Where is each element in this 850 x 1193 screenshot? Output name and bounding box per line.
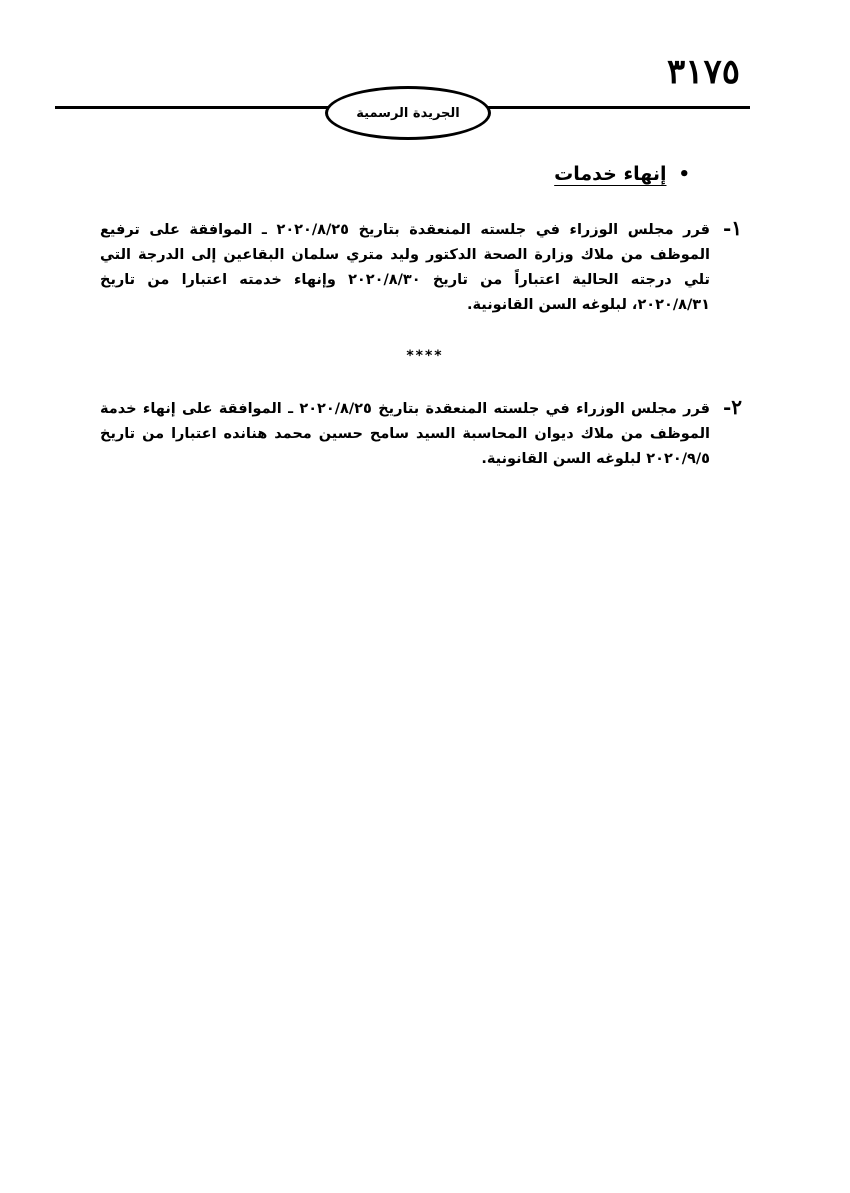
- page-number: ٣١٧٥: [666, 52, 740, 92]
- gazette-name: الجريدة الرسمية: [356, 105, 460, 121]
- section-heading: [554, 163, 690, 185]
- decision-item-2: [100, 395, 742, 472]
- section-title: إنهاء خدمات: [554, 163, 667, 185]
- decision-item-1: [100, 216, 742, 318]
- bullet-icon: •: [678, 163, 690, 185]
- item-number: ١-: [722, 216, 742, 240]
- item-number: ٢-: [722, 395, 742, 419]
- item-text: قرر مجلس الوزراء في جلسته المنعقدة بتاريخ ٢٠٢٠/٨/٢٥ ـ الموافقة على إنهاء خدمة الموظف من ملاك ديوان المحاسبة السيد سامح حسين محمد هنانده اعتبارا من تاريخ ٢٠٢٠/٩/٥ لبلوغه السن القانونية.: [100, 401, 710, 467]
- item-text: قرر مجلس الوزراء في جلسته المنعقدة بتاريخ ٢٠٢٠/٨/٢٥ ـ الموافقة على ترفيع الموظف من ملاك وزارة الصحة الدكتور وليد متري سلمان البقاعين إلى الدرجة التي تلي درجته الحالية اعتباراً من تاريخ ٢٠٢٠/٨/٣٠ وإنهاء خدمته اعتبارا من تاريخ ٢٠٢٠/٨/٣١، لبلوغه السن القانونية.: [100, 222, 710, 313]
- gazette-name-oval: [325, 86, 491, 140]
- separator: ****: [406, 348, 444, 364]
